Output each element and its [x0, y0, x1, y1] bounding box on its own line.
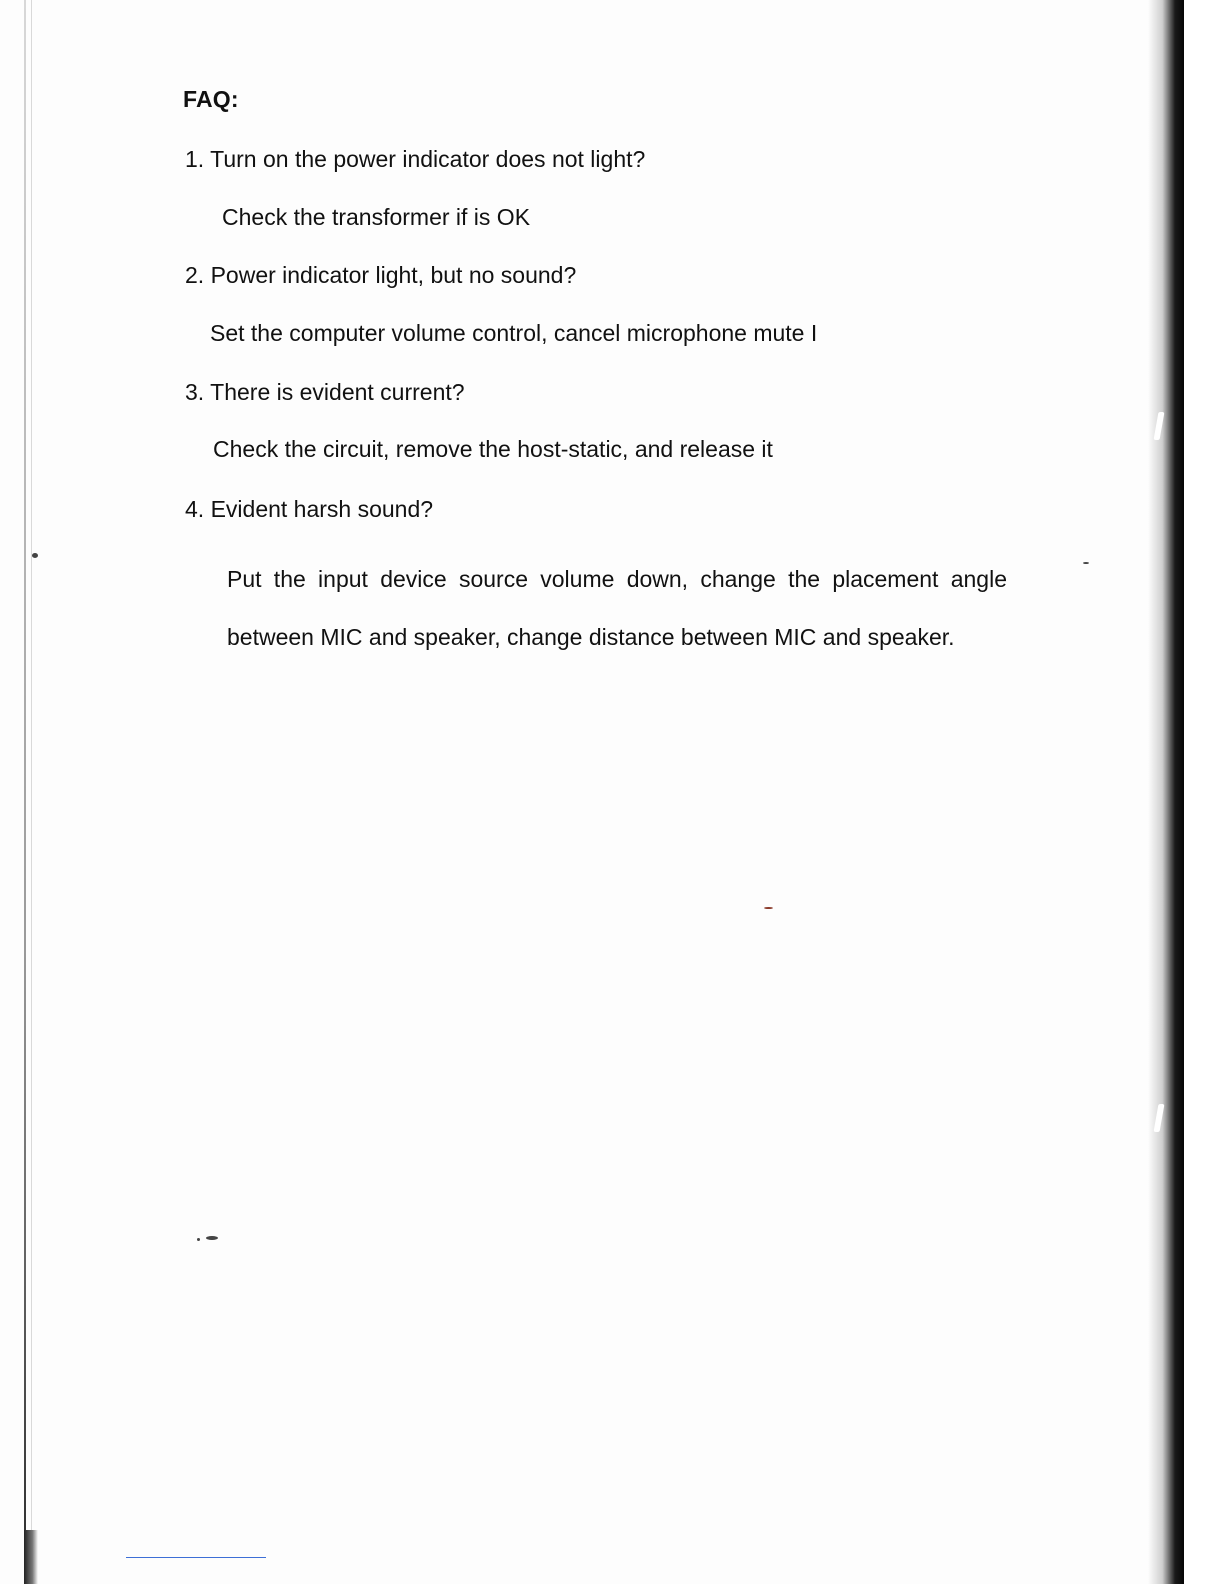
- scan-speck: [206, 1236, 218, 1240]
- faq-answer-4: Put the input device source volume down, change the placement angle between MIC and speaker, change distance between MIC and speaker.: [227, 566, 1007, 650]
- faq-answer-1: Check the transformer if is OK: [222, 204, 531, 230]
- faq-question-2: 2. Power indicator light, but no sound?: [185, 262, 577, 288]
- faq-answer-3: Check the circuit, remove the host-static, and release it: [213, 436, 773, 462]
- scan-speck: [1083, 562, 1089, 564]
- faq-question-3: 3. There is evident current?: [185, 379, 465, 405]
- scan-edge-right-margin: [1184, 0, 1224, 1584]
- faq-question-4: 4. Evident harsh sound?: [185, 496, 434, 522]
- footer-rule: [126, 1557, 266, 1558]
- scan-edge-left: [24, 0, 26, 1584]
- scan-speck: [764, 907, 773, 909]
- scan-speck: [32, 553, 38, 558]
- faq-heading: FAQ:: [183, 86, 239, 112]
- faq-question-1: 1. Turn on the power indicator does not light?: [185, 146, 646, 172]
- scan-edge-left-inner: [31, 0, 32, 1584]
- scan-binding-shadow: [1148, 0, 1184, 1584]
- scan-edge-left-shadow: [24, 1530, 38, 1584]
- faq-answer-2: Set the computer volume control, cancel microphone mute I: [210, 320, 818, 346]
- scan-speck: [197, 1238, 200, 1241]
